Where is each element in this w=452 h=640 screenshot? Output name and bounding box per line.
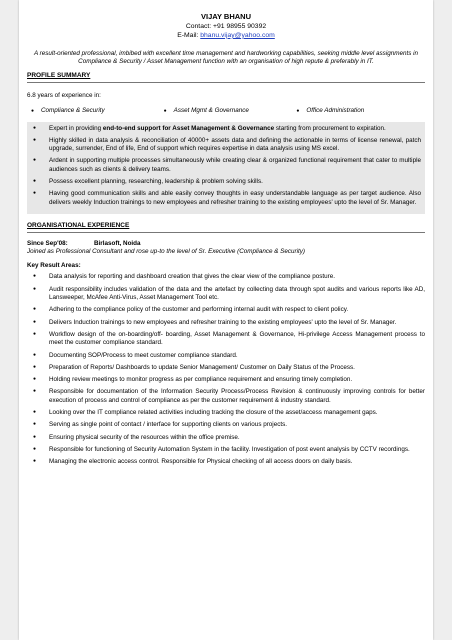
profile-point: ● Expert in providing end-to-end support for Asset Management & Governance starting from procurement to expiration. bbox=[27, 125, 421, 133]
company-name: Birlasoft, Noida bbox=[94, 239, 141, 247]
profile-point: ● Possess excellent planning, researching, leadership & problem solving skills. bbox=[27, 178, 421, 186]
resume-page bbox=[19, 0, 433, 640]
kra-item: ● Looking over the IT compliance related activities including tracking the closure of the asset/access management gaps. bbox=[27, 409, 425, 417]
profile-point: ● Highly skilled in data analysis & reconciliation of 40000+ assets data and defining the actionable in terms of license renewal, patch upgrade, surrender, End of life, End of support which requires expertise in data analysis using MS excel. bbox=[27, 137, 421, 154]
email-line bbox=[27, 32, 425, 41]
kra-item: ● Workflow design of the on-boarding/off- boarding, Asset Management & Governance, Hi-privilege Access Management process to meet the customer compliance standard. bbox=[27, 331, 425, 348]
kra-item: ● Holding review meetings to monitor progress as per compliance requirement and ensuring timely completion. bbox=[27, 376, 425, 384]
profile-point: ● Ardent in supporting multiple processes simultaneously while creating clear & organized functional requirement that cater to multiple audiences such as clients & delivery teams. bbox=[27, 157, 421, 174]
experience-heading: ORGANISATIONAL EXPERIENCE bbox=[27, 222, 425, 233]
kra-item: ● Responsible for functioning of Security Automation System in the facility. Investigation of post event analysis by CCTV recordings. bbox=[27, 446, 425, 454]
kra-item: ● Serving as single point of contact / interface for supporting clients on various projects. bbox=[27, 421, 425, 429]
kra-list bbox=[27, 273, 425, 466]
profile-highlights-box bbox=[27, 122, 425, 214]
kra-item: ● Preparation of Reports/ Dashboards to update Senior Management/ Customer on Daily Status of the Process. bbox=[27, 364, 425, 372]
kra-item: ● Documenting SOP/Process to meet customer compliance standard. bbox=[27, 352, 425, 360]
email-label: E-Mail: bbox=[177, 31, 201, 39]
resume-header bbox=[27, 12, 425, 41]
skill-item: ● Compliance & Security bbox=[27, 107, 160, 115]
skills-row bbox=[27, 107, 425, 115]
experience-years: 6.8 years of experience in: bbox=[27, 92, 101, 99]
skill-item: ● Office Administration bbox=[292, 107, 425, 115]
kra-item: ● Delivers Induction trainings to new employees and refresher training to the existing employees' upto the level of Sr. Manager. bbox=[27, 319, 425, 327]
skill-item: ● Asset Mgmt & Governance bbox=[160, 107, 293, 115]
kra-item: ● Data analysis for reporting and dashboard creation that gives the clear view of the compliance posture. bbox=[27, 273, 425, 281]
kra-item: ● Adhering to the compliance policy of the customer and performing internal audit with respect to client policy. bbox=[27, 306, 425, 314]
career-objective: A result-oriented professional, imbibed with excellent time management and hardworking capabilities, seeking middle level assignments in Compliance & Security / Asset Management function with an organisation of high repute & preferably in IT. bbox=[33, 49, 419, 66]
kra-item: ● Responsible for documentation of the Information Security Process/Process Revision & continuously improving controls for better execution of process and control of compliance as per the customer requirement & industry standard. bbox=[27, 388, 425, 405]
email-link[interactable]: bhanu.vijay@yahoo.com bbox=[200, 31, 275, 39]
candidate-name: VIJAY BHANU bbox=[200, 12, 252, 21]
job-header bbox=[27, 240, 425, 248]
job-since: Since Sep'08: bbox=[27, 239, 68, 247]
profile-summary-heading: PROFILE SUMMARY bbox=[27, 72, 425, 83]
profile-point: ● Having good communication skills and able easily convey thoughts in easy understandable language as per target audience. Also delivers weekly Induction trainings to new employees and refresher training to the existing employees' upto the level of Sr. Manager. bbox=[27, 190, 421, 207]
profile-points bbox=[27, 125, 421, 207]
resume-content bbox=[27, 12, 425, 470]
contact-line: Contact: +91 98955 90392 bbox=[185, 22, 267, 30]
job-subtitle: Joined as Professional Consultant and rose up-to the level of Sr. Executive (Compliance & Security) bbox=[27, 247, 306, 255]
kra-item: ● Managing the electronic access control. Responsible for Physical checking of all access doors on daily basis. bbox=[27, 458, 425, 466]
kra-item: ● Audit responsibility includes validation of the data and the artefact by collecting data through spot audits and various reports like AD, Lansweeper, McAfee Anti-Virus, Asset Management Tool etc. bbox=[27, 286, 425, 303]
kra-item: ● Ensuring physical security of the resources within the office premise. bbox=[27, 434, 425, 442]
kra-heading: Key Result Areas: bbox=[27, 262, 81, 270]
